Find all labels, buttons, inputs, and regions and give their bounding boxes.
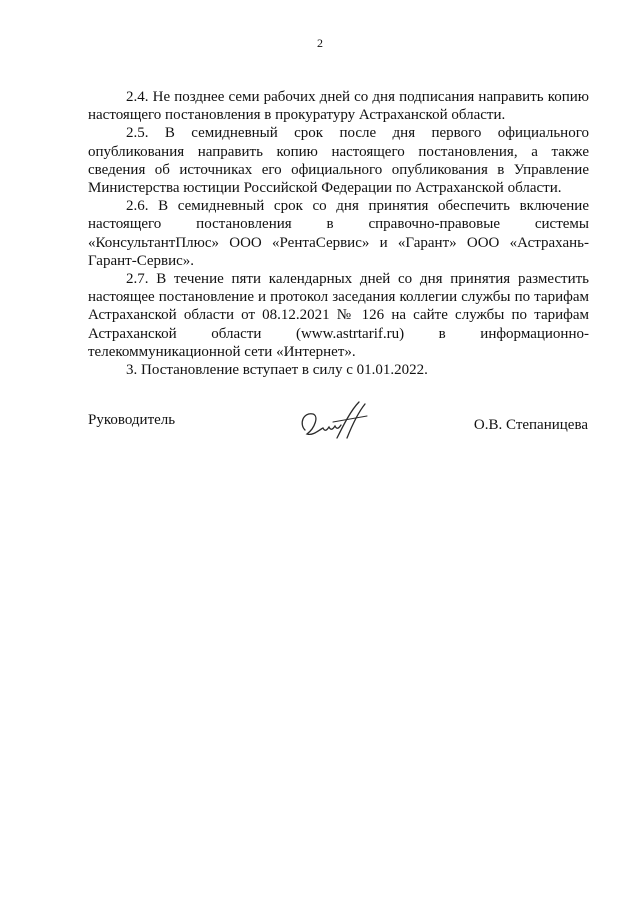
- paragraph-2-7: 2.7. В течение пяти календарных дней со дня принятия разместить настоящее постановление и протокол заседания коллегии службы по тарифам Астраханской области от 08.12.2021 № 126 на сайте службы по тарифам Астраханской области (www.astrtarif.ru) в информационно-телекоммуникационной сети «Интернет».: [88, 271, 589, 360]
- signatory-title: Руководитель: [88, 412, 176, 428]
- paragraph-3: 3. Постановление вступает в силу с 01.01.2022.: [126, 362, 428, 379]
- paragraph-2-4: 2.4. Не позднее семи рабочих дней со дня подписания направить копию настоящего постановления в прокуратуру Астраханской области.: [88, 89, 589, 124]
- signature-block: [88, 400, 588, 450]
- document-body: [88, 88, 589, 379]
- page-number: 2: [317, 36, 323, 50]
- signatory-name: О.В. Степаницева: [473, 417, 588, 433]
- handwritten-signature: [293, 400, 373, 448]
- paragraph-2-6: 2.6. В семидневный срок со дня принятия обеспечить включение настоящего постановления в справочно-правовые системы «КонсультантПлюс» ООО «РентаСервис» и «Гарант» ООО «Астрахань-Гарант-Сервис».: [88, 198, 589, 269]
- paragraph-2-5: 2.5. В семидневный срок после дня первого официального опубликования направить копию настоящего постановления, а также сведения об источниках его официального опубликования в Управление Министерства юстиции Российской Федерации по Астраханской области.: [88, 125, 589, 197]
